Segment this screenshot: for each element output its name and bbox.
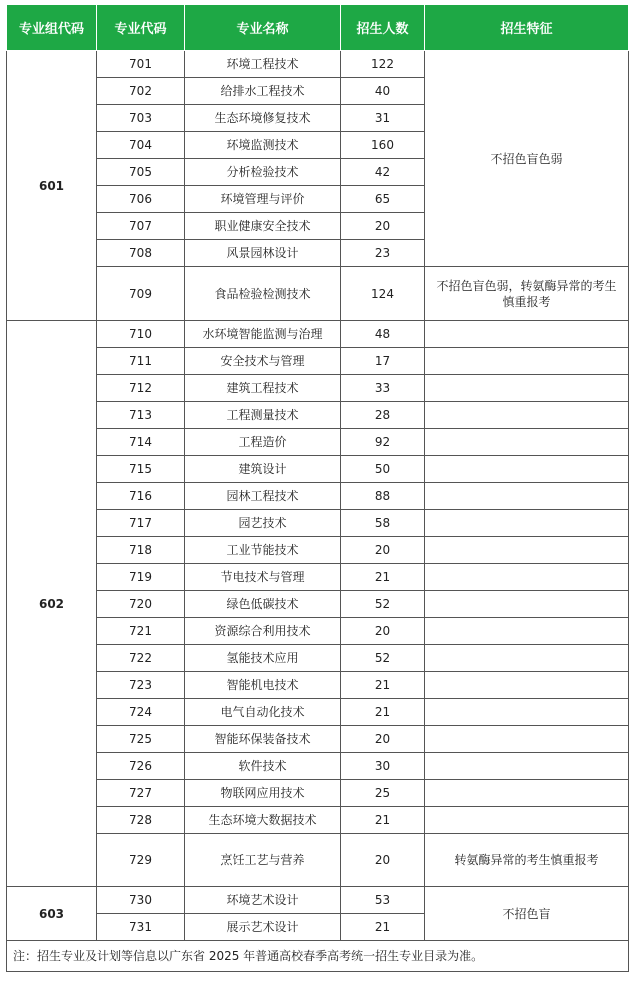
major-code: 722 bbox=[97, 645, 185, 672]
major-name: 园艺技术 bbox=[185, 510, 341, 537]
enrollment-feature-empty bbox=[425, 591, 629, 618]
header-major-name: 专业名称 bbox=[185, 5, 341, 51]
major-code: 726 bbox=[97, 753, 185, 780]
enrollment-count: 20 bbox=[341, 726, 425, 753]
table-note: 注：招生专业及计划等信息以广东省 2025 年普通高校春季高考统一招生专业目录为准。 bbox=[7, 941, 629, 972]
enrollment-count: 31 bbox=[341, 105, 425, 132]
major-code: 723 bbox=[97, 672, 185, 699]
table-row bbox=[7, 510, 629, 537]
enrollment-feature-empty bbox=[425, 348, 629, 375]
major-name: 展示艺术设计 bbox=[185, 914, 341, 941]
major-code: 727 bbox=[97, 780, 185, 807]
major-code: 713 bbox=[97, 402, 185, 429]
table-row bbox=[7, 780, 629, 807]
enrollment-feature-empty bbox=[425, 483, 629, 510]
major-code: 715 bbox=[97, 456, 185, 483]
enrollment-feature: 不招色盲色弱 bbox=[425, 51, 629, 267]
table-row bbox=[7, 267, 629, 321]
table-row bbox=[7, 51, 629, 78]
enrollment-feature-empty bbox=[425, 402, 629, 429]
major-code: 711 bbox=[97, 348, 185, 375]
major-name: 安全技术与管理 bbox=[185, 348, 341, 375]
major-code: 720 bbox=[97, 591, 185, 618]
table-row bbox=[7, 456, 629, 483]
enrollment-count: 21 bbox=[341, 699, 425, 726]
enrollment-feature-empty bbox=[425, 807, 629, 834]
major-name: 工业节能技术 bbox=[185, 537, 341, 564]
enrollment-count: 58 bbox=[341, 510, 425, 537]
enrollment-count: 23 bbox=[341, 240, 425, 267]
major-code: 725 bbox=[97, 726, 185, 753]
enrollment-count: 50 bbox=[341, 456, 425, 483]
table-row bbox=[7, 537, 629, 564]
enrollment-count: 42 bbox=[341, 159, 425, 186]
enrollment-count: 65 bbox=[341, 186, 425, 213]
major-name: 节电技术与管理 bbox=[185, 564, 341, 591]
major-name: 物联网应用技术 bbox=[185, 780, 341, 807]
major-code: 719 bbox=[97, 564, 185, 591]
major-code: 718 bbox=[97, 537, 185, 564]
major-code: 728 bbox=[97, 807, 185, 834]
major-code: 710 bbox=[97, 321, 185, 348]
enrollment-table bbox=[6, 4, 629, 972]
major-name: 给排水工程技术 bbox=[185, 78, 341, 105]
enrollment-count: 21 bbox=[341, 807, 425, 834]
enrollment-feature-empty bbox=[425, 672, 629, 699]
enrollment-count: 20 bbox=[341, 213, 425, 240]
enrollment-feature-empty bbox=[425, 537, 629, 564]
table-row bbox=[7, 348, 629, 375]
header-group-code: 专业组代码 bbox=[7, 5, 97, 51]
major-name: 分析检验技术 bbox=[185, 159, 341, 186]
table-row bbox=[7, 564, 629, 591]
major-name: 环境监测技术 bbox=[185, 132, 341, 159]
major-name: 资源综合利用技术 bbox=[185, 618, 341, 645]
table-row bbox=[7, 726, 629, 753]
enrollment-feature-empty bbox=[425, 456, 629, 483]
enrollment-count: 40 bbox=[341, 78, 425, 105]
table-row bbox=[7, 591, 629, 618]
header-major-code: 专业代码 bbox=[97, 5, 185, 51]
major-name: 建筑工程技术 bbox=[185, 375, 341, 402]
enrollment-count: 53 bbox=[341, 887, 425, 914]
enrollment-feature-empty bbox=[425, 510, 629, 537]
major-name: 生态环境大数据技术 bbox=[185, 807, 341, 834]
major-name: 环境工程技术 bbox=[185, 51, 341, 78]
major-code: 704 bbox=[97, 132, 185, 159]
major-code: 730 bbox=[97, 887, 185, 914]
major-code: 724 bbox=[97, 699, 185, 726]
major-name: 工程测量技术 bbox=[185, 402, 341, 429]
enrollment-feature-empty bbox=[425, 618, 629, 645]
table-row bbox=[7, 807, 629, 834]
enrollment-feature-empty bbox=[425, 564, 629, 591]
major-code: 709 bbox=[97, 267, 185, 321]
major-name: 智能机电技术 bbox=[185, 672, 341, 699]
table-row bbox=[7, 645, 629, 672]
major-code: 701 bbox=[97, 51, 185, 78]
major-code: 729 bbox=[97, 834, 185, 887]
table-header-row bbox=[7, 5, 629, 51]
enrollment-count: 21 bbox=[341, 672, 425, 699]
enrollment-count: 122 bbox=[341, 51, 425, 78]
major-code: 716 bbox=[97, 483, 185, 510]
enrollment-feature-empty bbox=[425, 321, 629, 348]
major-name: 软件技术 bbox=[185, 753, 341, 780]
enrollment-count: 33 bbox=[341, 375, 425, 402]
enrollment-feature-empty bbox=[425, 375, 629, 402]
major-code: 708 bbox=[97, 240, 185, 267]
enrollment-feature-empty bbox=[425, 726, 629, 753]
table-row bbox=[7, 887, 629, 914]
enrollment-count: 21 bbox=[341, 564, 425, 591]
enrollment-feature-empty bbox=[425, 699, 629, 726]
enrollment-feature: 转氨酶异常的考生慎重报考 bbox=[425, 834, 629, 887]
major-name: 水环境智能监测与治理 bbox=[185, 321, 341, 348]
enrollment-feature-empty bbox=[425, 645, 629, 672]
group-code-601: 601 bbox=[7, 51, 97, 321]
major-name: 园林工程技术 bbox=[185, 483, 341, 510]
enrollment-count: 30 bbox=[341, 753, 425, 780]
major-name: 环境艺术设计 bbox=[185, 887, 341, 914]
major-name: 环境管理与评价 bbox=[185, 186, 341, 213]
major-name: 氢能技术应用 bbox=[185, 645, 341, 672]
enrollment-count: 48 bbox=[341, 321, 425, 348]
major-name: 智能环保装备技术 bbox=[185, 726, 341, 753]
enrollment-feature-empty bbox=[425, 780, 629, 807]
enrollment-count: 21 bbox=[341, 914, 425, 941]
major-code: 717 bbox=[97, 510, 185, 537]
table-row bbox=[7, 321, 629, 348]
major-name: 绿色低碳技术 bbox=[185, 591, 341, 618]
table-note-row bbox=[7, 941, 629, 972]
major-code: 702 bbox=[97, 78, 185, 105]
table-row bbox=[7, 699, 629, 726]
table-row bbox=[7, 429, 629, 456]
enrollment-count: 20 bbox=[341, 618, 425, 645]
enrollment-count: 20 bbox=[341, 834, 425, 887]
table-row bbox=[7, 483, 629, 510]
major-name: 烹饪工艺与营养 bbox=[185, 834, 341, 887]
enrollment-plan bbox=[6, 4, 629, 972]
major-code: 714 bbox=[97, 429, 185, 456]
enrollment-count: 52 bbox=[341, 645, 425, 672]
major-code: 706 bbox=[97, 186, 185, 213]
header-enrollment-count: 招生人数 bbox=[341, 5, 425, 51]
major-name: 风景园林设计 bbox=[185, 240, 341, 267]
major-code: 731 bbox=[97, 914, 185, 941]
table-row bbox=[7, 402, 629, 429]
table-row bbox=[7, 753, 629, 780]
enrollment-count: 124 bbox=[341, 267, 425, 321]
major-name: 工程造价 bbox=[185, 429, 341, 456]
enrollment-feature-empty bbox=[425, 429, 629, 456]
enrollment-count: 20 bbox=[341, 537, 425, 564]
major-code: 705 bbox=[97, 159, 185, 186]
enrollment-feature-empty bbox=[425, 753, 629, 780]
enrollment-count: 88 bbox=[341, 483, 425, 510]
enrollment-feature: 不招色盲 bbox=[425, 887, 629, 941]
enrollment-count: 52 bbox=[341, 591, 425, 618]
enrollment-feature: 不招色盲色弱，转氨酶异常的考生慎重报考 bbox=[425, 267, 629, 321]
enrollment-count: 160 bbox=[341, 132, 425, 159]
major-name: 生态环境修复技术 bbox=[185, 105, 341, 132]
major-code: 721 bbox=[97, 618, 185, 645]
table-row bbox=[7, 834, 629, 887]
major-code: 712 bbox=[97, 375, 185, 402]
major-name: 电气自动化技术 bbox=[185, 699, 341, 726]
major-code: 707 bbox=[97, 213, 185, 240]
major-name: 食品检验检测技术 bbox=[185, 267, 341, 321]
enrollment-count: 92 bbox=[341, 429, 425, 456]
enrollment-count: 25 bbox=[341, 780, 425, 807]
major-name: 职业健康安全技术 bbox=[185, 213, 341, 240]
major-name: 建筑设计 bbox=[185, 456, 341, 483]
table-row bbox=[7, 375, 629, 402]
enrollment-count: 28 bbox=[341, 402, 425, 429]
header-enrollment-features: 招生特征 bbox=[425, 5, 629, 51]
group-code-603: 603 bbox=[7, 887, 97, 941]
enrollment-count: 17 bbox=[341, 348, 425, 375]
major-code: 703 bbox=[97, 105, 185, 132]
group-code-602: 602 bbox=[7, 321, 97, 887]
table-row bbox=[7, 672, 629, 699]
table-row bbox=[7, 618, 629, 645]
